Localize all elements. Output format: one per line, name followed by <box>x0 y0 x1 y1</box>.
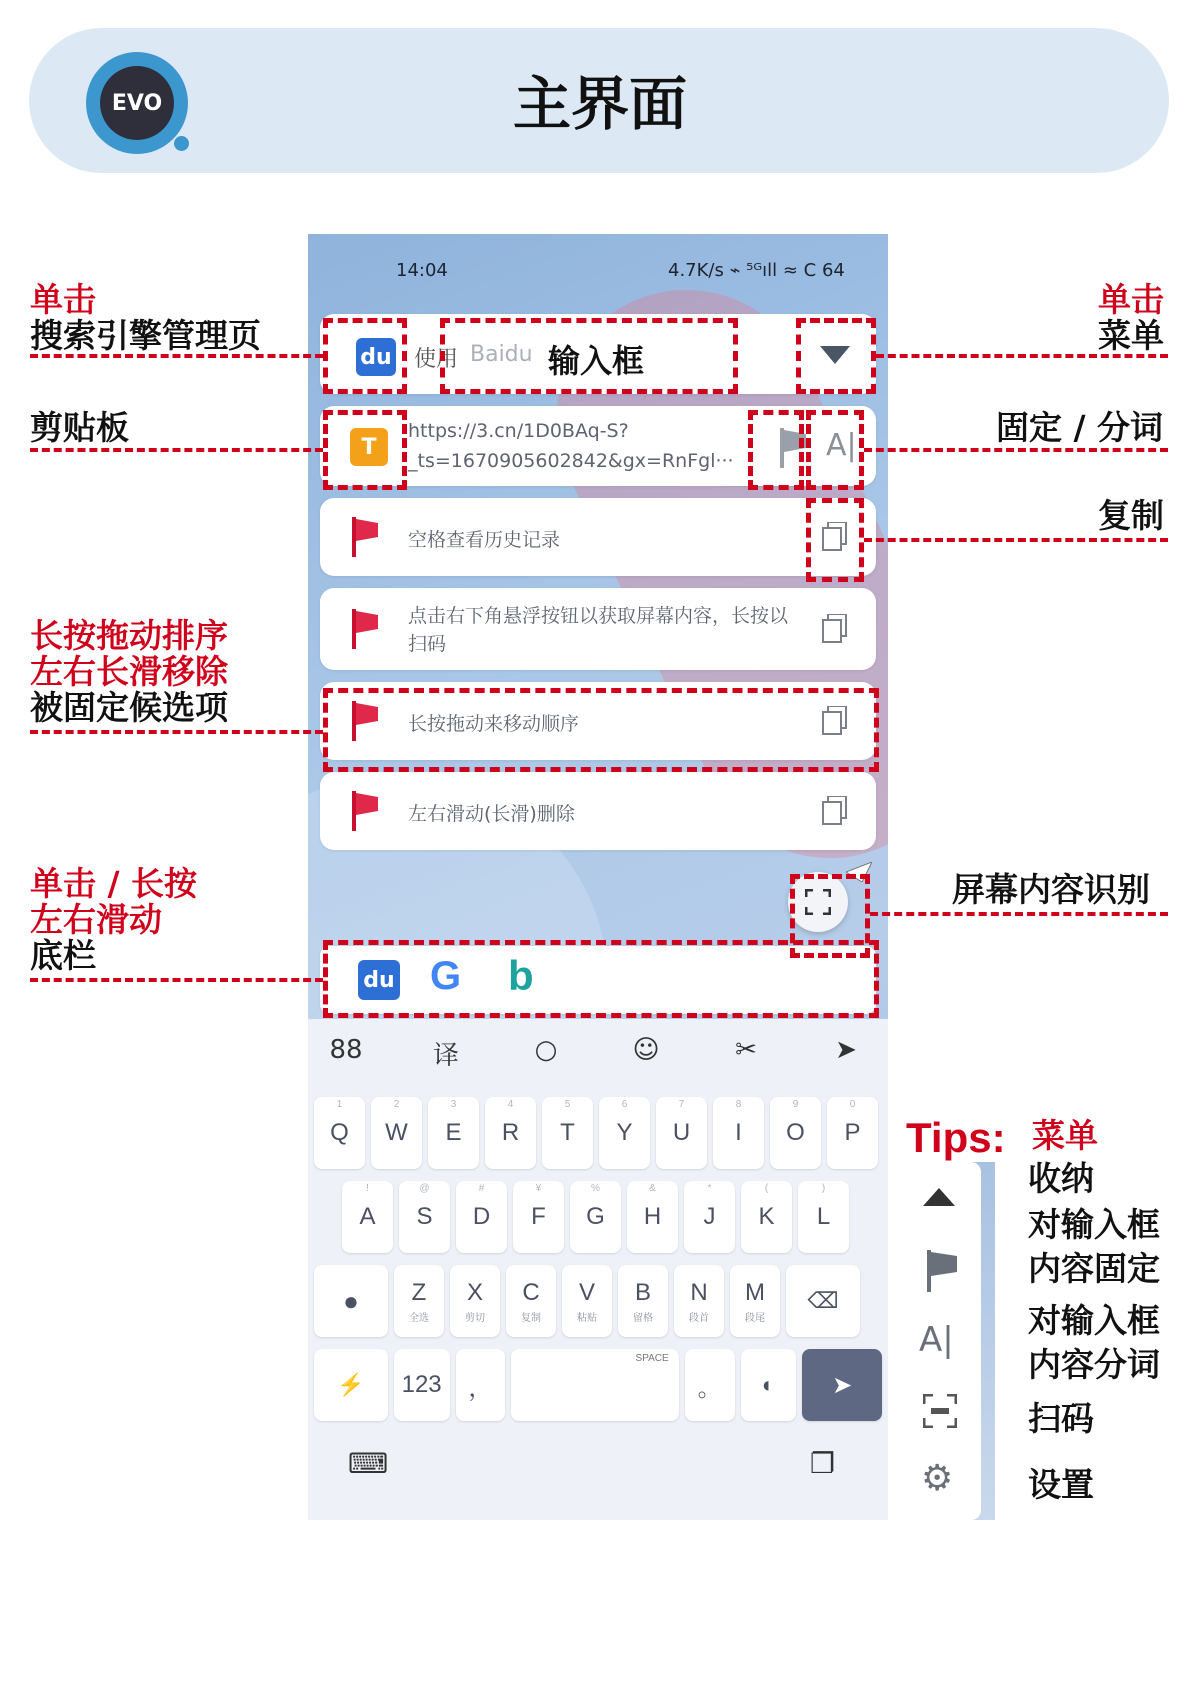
key-hint: 6 <box>621 1099 628 1110</box>
clipboard-line-1: https://3.cn/1D0BAq-S? <box>408 420 629 442</box>
highlight-pinned-row <box>323 688 879 772</box>
key-label: R <box>501 1119 520 1146</box>
label-bottom-1: 单击 / 长按 <box>30 864 198 903</box>
key-hint: # <box>478 1183 485 1194</box>
pin-flag-icon <box>352 517 378 557</box>
evo-logo-text: EVO <box>100 66 174 140</box>
copy-icon[interactable] <box>822 796 848 826</box>
highlight-bottom-bar <box>323 940 879 1018</box>
space-label: SPACE <box>635 1353 669 1364</box>
key-sub-label: 全选 <box>409 1312 429 1324</box>
tip-split-1: 对输入框 <box>1028 1301 1160 1340</box>
key-d[interactable] <box>456 1181 507 1253</box>
label-search-action: 单击 <box>30 280 96 319</box>
switch-layout-key[interactable]: ⚡ <box>314 1349 388 1421</box>
shift-key[interactable]: ● <box>314 1265 388 1337</box>
key-u[interactable] <box>656 1097 707 1169</box>
key-label: D <box>472 1203 491 1230</box>
key-sub-label: 段首 <box>689 1312 709 1324</box>
candidate-text: 点击右下角悬浮按钮以获取屏幕内容，长按以扫码 <box>408 605 789 655</box>
candidate-row[interactable] <box>320 772 876 850</box>
key-label: C <box>522 1278 540 1306</box>
key-row-1 <box>314 1097 882 1169</box>
key-hint: * <box>707 1183 712 1194</box>
key-i[interactable] <box>713 1097 764 1169</box>
emoji-icon[interactable]: ☺ <box>632 1035 660 1065</box>
key-hint: 1 <box>336 1099 343 1110</box>
key-r[interactable] <box>485 1097 536 1169</box>
theme-key[interactable]: ◐ <box>741 1349 797 1421</box>
key-hint: 8 <box>735 1099 742 1110</box>
copy-icon[interactable] <box>822 614 848 644</box>
label-drag-1: 长按拖动排序 <box>30 616 228 655</box>
clipboard-line-2: _ts=1670905602842&gx=RnFgl··· <box>408 450 734 472</box>
key-hint: 0 <box>849 1099 856 1110</box>
key-label: S <box>416 1203 433 1230</box>
key-label: H <box>643 1203 662 1230</box>
key-label: G <box>586 1203 605 1230</box>
key-hint: & <box>649 1183 656 1194</box>
key-hint: 2 <box>393 1099 400 1110</box>
split-icon[interactable]: A| <box>919 1320 954 1360</box>
key-label: K <box>758 1203 775 1230</box>
enter-key[interactable]: ➤ <box>802 1349 882 1421</box>
key-hint: 7 <box>678 1099 685 1110</box>
key-q[interactable] <box>314 1097 365 1169</box>
label-menu-target: 菜单 <box>1098 316 1164 355</box>
scan-icon[interactable] <box>923 1394 957 1428</box>
key-label: N <box>690 1278 708 1306</box>
connector-line <box>864 448 1168 452</box>
label-screen: 屏幕内容识别 <box>952 870 1150 909</box>
key-sub-label: 剪切 <box>465 1312 485 1324</box>
key-l[interactable] <box>798 1181 849 1253</box>
label-copy: 复制 <box>1098 496 1164 535</box>
google-icon[interactable]: G <box>430 954 462 998</box>
clipboard-tool-icon[interactable]: ✂ <box>735 1035 757 1065</box>
search-placeholder: Baidu <box>470 342 533 367</box>
pin-icon[interactable] <box>927 1250 957 1292</box>
split-words-icon[interactable]: A| <box>826 428 857 463</box>
key-label: W <box>385 1119 408 1146</box>
label-drag-3: 被固定候选项 <box>30 688 228 727</box>
search-prefix: 使用 <box>414 347 459 372</box>
key-label: M <box>745 1278 765 1306</box>
key-label: J <box>703 1203 716 1230</box>
tip-settings: 设置 <box>1028 1465 1094 1504</box>
tip-scan: 扫码 <box>1028 1399 1094 1438</box>
connector-line <box>864 538 1168 542</box>
key-hint: ! <box>366 1183 369 1194</box>
label-clipboard: 剪贴板 <box>30 408 129 447</box>
logo-dot <box>174 136 189 151</box>
key-row-4 <box>314 1349 882 1421</box>
key-j[interactable] <box>684 1181 735 1253</box>
tip-pin-2: 内容固定 <box>1028 1249 1160 1288</box>
tip-collapse: 收纳 <box>1028 1159 1094 1198</box>
key-x[interactable] <box>450 1265 500 1337</box>
keyboard <box>308 1019 888 1520</box>
highlight-input-box <box>440 318 738 394</box>
bing-icon[interactable]: b <box>508 952 534 999</box>
key-a[interactable] <box>342 1181 393 1253</box>
connector-line <box>30 448 323 452</box>
label-bottom-3: 底栏 <box>30 936 96 975</box>
key-p[interactable] <box>827 1097 878 1169</box>
tip-split-2: 内容分词 <box>1028 1345 1160 1384</box>
key-label: V <box>578 1278 595 1306</box>
evo-logo <box>86 52 188 154</box>
candidate-text: 长按拖动来移动顺序 <box>408 713 580 735</box>
key-s[interactable] <box>399 1181 450 1253</box>
clipboard-icon: T <box>350 428 388 466</box>
key-label: O <box>786 1119 805 1146</box>
key-label: T <box>560 1119 575 1146</box>
keyboard-icon[interactable]: ⌨ <box>348 1447 389 1480</box>
key-e[interactable] <box>428 1097 479 1169</box>
baidu-icon[interactable]: du <box>356 338 396 376</box>
key-label: P <box>844 1119 861 1146</box>
key-label: L <box>816 1203 831 1230</box>
key-hint: 9 <box>792 1099 799 1110</box>
key-label: U <box>672 1119 691 1146</box>
highlight-menu <box>796 318 876 394</box>
highlight-clipboard <box>323 410 407 490</box>
label-bottom-2: 左右滑动 <box>30 900 162 939</box>
label-search-target: 搜索引擎管理页 <box>30 316 261 355</box>
key-hint: 4 <box>507 1099 514 1110</box>
connector-line <box>870 912 1168 916</box>
key-h[interactable] <box>627 1181 678 1253</box>
key-row-3-letters <box>394 1265 780 1337</box>
key-y[interactable] <box>599 1097 650 1169</box>
period-key[interactable]: 。 <box>685 1349 735 1421</box>
comma-key[interactable]: ， <box>456 1349 506 1421</box>
key-label: X <box>466 1278 483 1306</box>
key-hint: 5 <box>564 1099 571 1110</box>
status-time: 14:04 <box>396 260 448 281</box>
key-hint: ) <box>821 1183 826 1194</box>
key-c[interactable] <box>506 1265 556 1337</box>
key-hint: % <box>591 1183 600 1194</box>
highlight-split <box>806 410 864 490</box>
space-key[interactable] <box>511 1349 678 1421</box>
key-row-3 <box>314 1265 882 1337</box>
keyboard-toolbar <box>326 1035 886 1079</box>
key-label: A <box>359 1203 376 1230</box>
key-t[interactable] <box>542 1097 593 1169</box>
key-row-2 <box>342 1181 854 1253</box>
backspace-key[interactable]: ⌫ <box>786 1265 860 1337</box>
connector-line <box>30 978 323 982</box>
pin-flag-icon <box>352 609 378 649</box>
input-box-annotation: 输入框 <box>548 342 645 380</box>
key-hint: 3 <box>450 1099 457 1110</box>
grid-icon[interactable]: 88 <box>329 1035 363 1065</box>
key-label: E <box>445 1119 462 1146</box>
collapse-icon[interactable] <box>923 1186 955 1206</box>
baidu-icon[interactable]: du <box>358 960 400 1000</box>
tips-menu: 菜单 <box>1032 1116 1098 1155</box>
key-label: Z <box>411 1278 427 1306</box>
key-o[interactable] <box>770 1097 821 1169</box>
menu-bar <box>905 1162 981 1520</box>
search-icon[interactable]: ○ <box>534 1035 558 1065</box>
key-label: Y <box>616 1119 633 1146</box>
highlight-copy <box>806 498 864 582</box>
key-label: I <box>735 1119 742 1146</box>
label-menu-action: 单击 <box>1098 280 1164 319</box>
key-sub-label: 复制 <box>521 1312 541 1324</box>
key-hint: ¥ <box>535 1183 542 1194</box>
key-b[interactable] <box>618 1265 668 1337</box>
connector-line <box>30 730 323 734</box>
key-label: F <box>531 1203 546 1230</box>
number-key[interactable]: 123 <box>394 1349 450 1421</box>
pin-flag-icon <box>352 791 378 831</box>
page-title: 主界面 <box>512 70 687 138</box>
key-k[interactable] <box>741 1181 792 1253</box>
label-pin-split: 固定 / 分词 <box>996 408 1164 447</box>
clipboard-panel-icon[interactable]: ❐ <box>810 1447 836 1480</box>
key-sub-label: 留格 <box>633 1312 653 1324</box>
label-drag-2: 左右长滑移除 <box>30 652 228 691</box>
highlight-pin <box>748 410 804 490</box>
key-f[interactable] <box>513 1181 564 1253</box>
key-hint: ( <box>764 1183 769 1194</box>
send-icon[interactable]: ➤ <box>835 1035 857 1065</box>
translate-icon[interactable]: 译 <box>432 1041 459 1071</box>
key-sub-label: 段尾 <box>745 1312 765 1324</box>
key-g[interactable] <box>570 1181 621 1253</box>
menu-panel <box>905 1162 995 1520</box>
tips-title: Tips: <box>906 1114 1006 1161</box>
candidate-text: 空格查看历史记录 <box>408 529 561 551</box>
status-bar <box>308 254 888 288</box>
key-label: Q <box>330 1119 349 1146</box>
candidate-text: 左右滑动(长滑)删除 <box>408 803 575 825</box>
candidate-row[interactable] <box>320 588 876 670</box>
key-sub-label: 粘贴 <box>577 1312 597 1324</box>
highlight-search-engine <box>323 318 407 394</box>
key-m[interactable] <box>730 1265 780 1337</box>
key-w[interactable] <box>371 1097 422 1169</box>
settings-icon[interactable]: ⚙ <box>921 1458 954 1499</box>
key-v[interactable] <box>562 1265 612 1337</box>
status-indicators: 4.7K/s ⌁ ⁵ᴳıll ≈ C 64 <box>668 260 845 281</box>
key-label: B <box>634 1278 651 1306</box>
candidate-row[interactable] <box>320 498 876 576</box>
key-z[interactable] <box>394 1265 444 1337</box>
tip-pin-1: 对输入框 <box>1028 1205 1160 1244</box>
key-hint: @ <box>419 1183 430 1194</box>
key-n[interactable] <box>674 1265 724 1337</box>
